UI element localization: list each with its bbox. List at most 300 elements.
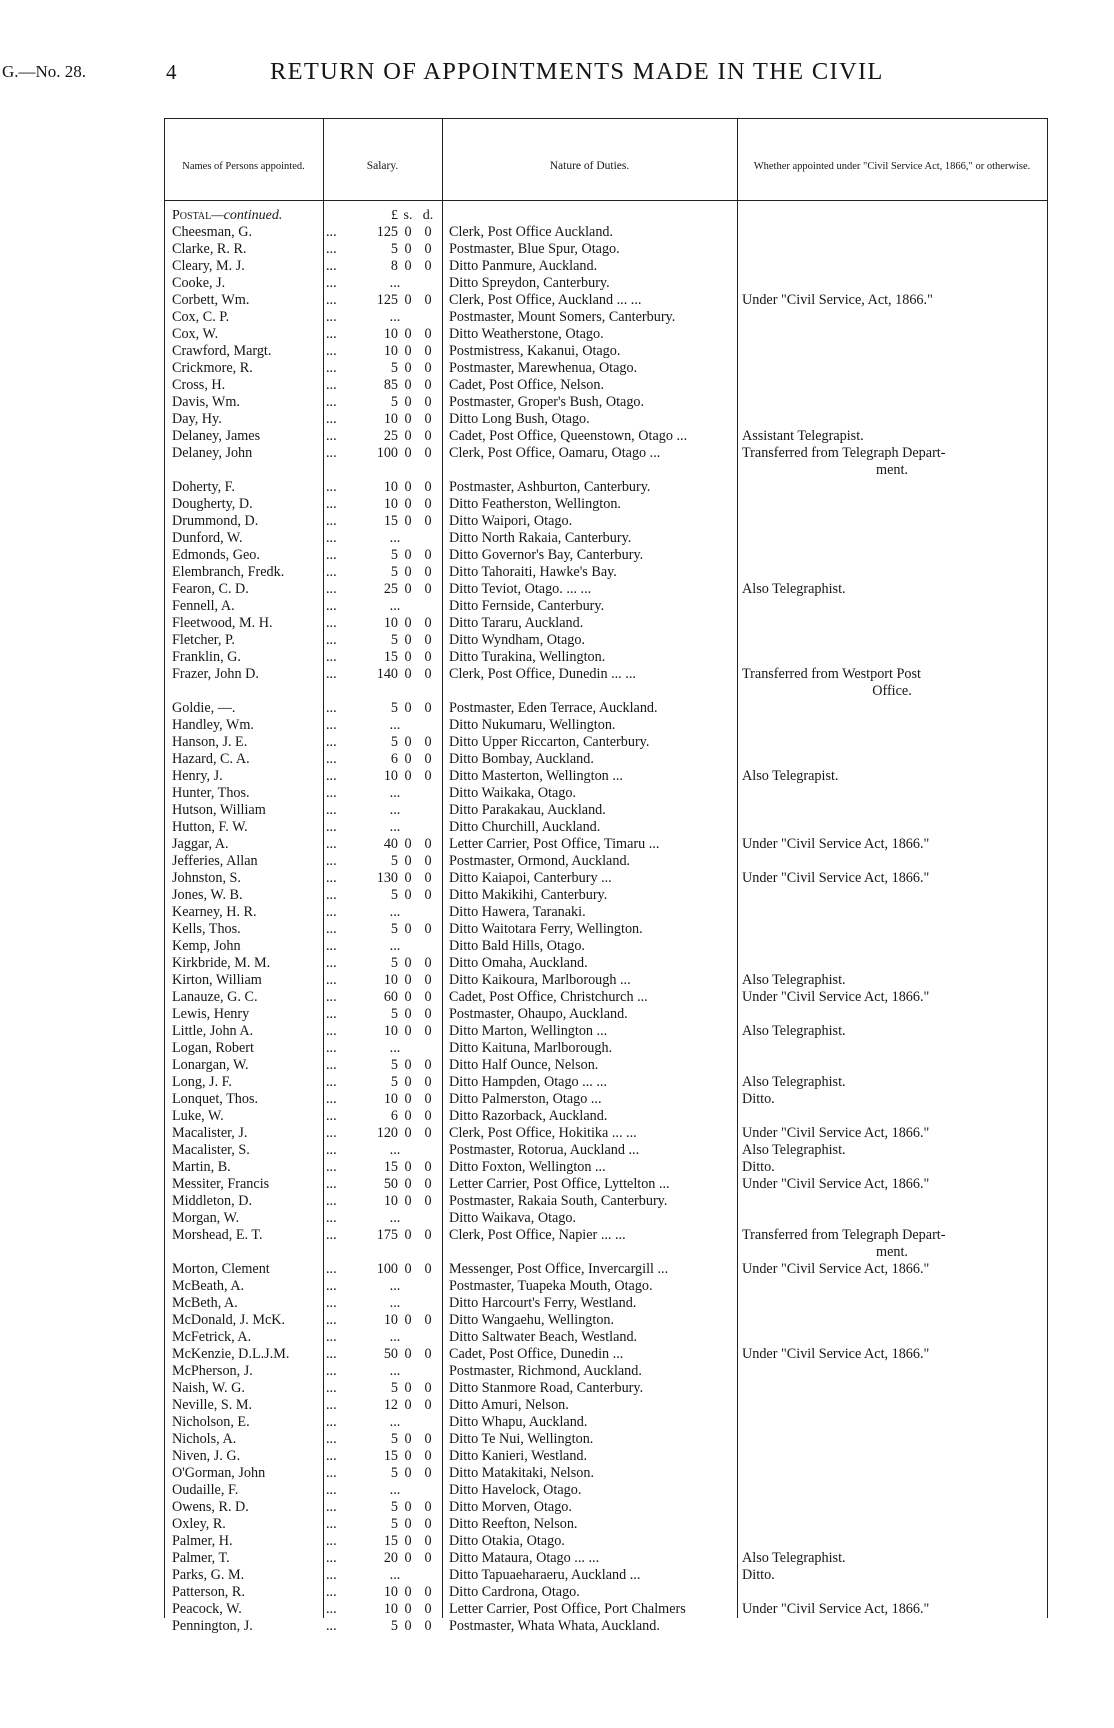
salary-pence: 0 [424, 1108, 432, 1124]
salary-shillings: 0 [404, 768, 412, 784]
salary-pence: 0 [424, 836, 432, 852]
appointment-remarks [742, 1176, 1042, 1193]
appointment-remarks [742, 1091, 1042, 1108]
nature-of-duties: Ditto Turakina, Wellington. [449, 649, 606, 665]
leader-dots: ... [326, 819, 337, 835]
column-header-names: Names of Persons appointed. [182, 160, 305, 172]
person-name: Morshead, E. T. [172, 1227, 263, 1243]
person-name: Long, J. F. [172, 1074, 232, 1090]
salary-shillings: 0 [404, 1584, 412, 1600]
table-row [164, 1312, 1048, 1329]
leader-dots: ... [326, 836, 337, 852]
salary-pence: 0 [424, 581, 432, 597]
remarks-line: Also Telegraphist. [742, 1074, 846, 1090]
salary-pounds: 10 [383, 1584, 398, 1600]
section-name: Postal [172, 208, 212, 223]
table-row [164, 326, 1048, 343]
nature-of-duties: Ditto Long Bush, Otago. [449, 411, 590, 427]
leader-dots: ... [326, 479, 337, 495]
appointment-remarks [742, 428, 1042, 445]
nature-of-duties: Ditto Razorback, Auckland. [449, 1108, 608, 1124]
salary-shillings: 0 [404, 666, 412, 682]
leader-dots: ... [326, 853, 337, 869]
leader-dots: ... [326, 1040, 337, 1056]
leader-dots: ... [326, 1023, 337, 1039]
nature-of-duties: Ditto North Rakaia, Canterbury. [449, 530, 632, 546]
nature-of-duties: Ditto Nukumaru, Wellington. [449, 717, 616, 733]
salary-pence: 0 [424, 564, 432, 580]
salary-pounds: 10 [383, 1023, 398, 1039]
salary-blank: ... [389, 1414, 401, 1430]
table-row [164, 1125, 1048, 1142]
salary-pounds: 5 [390, 1431, 398, 1447]
appointment-remarks [742, 1567, 1042, 1584]
nature-of-duties: Ditto Makikihi, Canterbury. [449, 887, 608, 903]
person-name: Oxley, R. [172, 1516, 226, 1532]
table-row [164, 1380, 1048, 1397]
salary-pence: 0 [424, 1091, 432, 1107]
salary-pounds: 50 [383, 1346, 398, 1362]
person-name: Goldie, —. [172, 700, 236, 716]
salary-pence: 0 [424, 1465, 432, 1481]
leader-dots: ... [326, 921, 337, 937]
leader-dots: ... [326, 734, 337, 750]
nature-of-duties: Messenger, Post Office, Invercargill ... [449, 1261, 669, 1277]
remarks-line: Under "Civil Service Act, 1866." [742, 1125, 930, 1141]
salary-pounds: 5 [390, 1006, 398, 1022]
leader-dots: ... [326, 802, 337, 818]
salary-pounds: 5 [390, 1465, 398, 1481]
person-name: Cooke, J. [172, 275, 226, 291]
person-name: Middleton, D. [172, 1193, 252, 1209]
person-name: Cox, W. [172, 326, 219, 342]
table-row [164, 955, 1048, 972]
shillings-symbol: s. [403, 208, 413, 223]
appointment-remarks [742, 445, 1042, 479]
person-name: McKenzie, D.L.J.M. [172, 1346, 290, 1362]
leader-dots: ... [326, 1363, 337, 1379]
table-row [164, 1040, 1048, 1057]
leader-dots: ... [326, 955, 337, 971]
person-name: Lewis, Henry [172, 1006, 250, 1022]
nature-of-duties: Ditto Havelock, Otago. [449, 1482, 582, 1498]
table-row [164, 1193, 1048, 1210]
appointment-remarks [742, 1261, 1042, 1278]
salary-shillings: 0 [404, 853, 412, 869]
salary-pounds: 5 [390, 360, 398, 376]
salary-pounds: 125 [376, 224, 398, 240]
salary-blank: ... [389, 1482, 401, 1498]
nature-of-duties: Cadet, Post Office, Queenstown, Otago ... [449, 428, 688, 444]
salary-pounds: 10 [383, 343, 398, 359]
nature-of-duties: Postmaster, Ohaupo, Auckland. [449, 1006, 628, 1022]
nature-of-duties: Letter Carrier, Post Office, Timaru ... [449, 836, 660, 852]
nature-of-duties: Postmistress, Kakanui, Otago. [449, 343, 621, 359]
leader-dots: ... [326, 1448, 337, 1464]
remarks-line: Under "Civil Service Act, 1866." [742, 836, 930, 852]
leader-dots: ... [326, 1601, 337, 1617]
salary-pounds: 5 [390, 394, 398, 410]
table-row [164, 530, 1048, 547]
salary-shillings: 0 [404, 1006, 412, 1022]
leader-dots: ... [326, 1159, 337, 1175]
table-row [164, 564, 1048, 581]
table-row [164, 1601, 1048, 1618]
person-name: Fletcher, P. [172, 632, 235, 648]
page-title: RETURN OF APPOINTMENTS MADE IN THE CIVIL [270, 58, 884, 85]
salary-shillings: 0 [404, 547, 412, 563]
salary-pounds: 10 [383, 479, 398, 495]
salary-shillings: 0 [404, 955, 412, 971]
appointment-remarks [742, 1550, 1042, 1567]
salary-pence: 0 [424, 751, 432, 767]
salary-pounds: 5 [390, 1516, 398, 1532]
nature-of-duties: Ditto Hawera, Taranaki. [449, 904, 586, 920]
document-reference: G.—No. 28. [2, 62, 87, 81]
remarks-line: Transferred from Westport Post [742, 666, 921, 682]
person-name: Hutson, William [172, 802, 266, 818]
person-name: McBeth, A. [172, 1295, 238, 1311]
person-name: Kirkbride, M. M. [172, 955, 271, 971]
leader-dots: ... [326, 1329, 337, 1345]
remarks-line: Ditto. [742, 1091, 775, 1107]
salary-shillings: 0 [404, 479, 412, 495]
salary-pence: 0 [424, 1159, 432, 1175]
salary-shillings: 0 [404, 1516, 412, 1532]
person-name: Parks, G. M. [172, 1567, 245, 1583]
salary-shillings: 0 [404, 428, 412, 444]
nature-of-duties: Ditto Whapu, Auckland. [449, 1414, 588, 1430]
salary-shillings: 0 [404, 496, 412, 512]
nature-of-duties: Ditto Panmure, Auckland. [449, 258, 598, 274]
salary-pounds: 100 [376, 445, 398, 461]
salary-pounds: 5 [390, 853, 398, 869]
table-row [164, 802, 1048, 819]
salary-pence: 0 [424, 1499, 432, 1515]
leader-dots: ... [326, 1193, 337, 1209]
salary-pounds: 5 [390, 921, 398, 937]
table-row [164, 360, 1048, 377]
salary-pounds: 5 [390, 1499, 398, 1515]
person-name: Logan, Robert [172, 1040, 254, 1056]
column-header-duties: Nature of Duties. [549, 159, 630, 172]
salary-shillings: 0 [404, 564, 412, 580]
salary-pence: 0 [424, 1380, 432, 1396]
salary-pence: 0 [424, 921, 432, 937]
salary-shillings: 0 [404, 1091, 412, 1107]
table-row [164, 615, 1048, 632]
salary-shillings: 0 [404, 1057, 412, 1073]
nature-of-duties: Ditto Te Nui, Wellington. [449, 1431, 594, 1447]
appointment-remarks [742, 768, 1042, 785]
salary-pounds: 8 [390, 258, 398, 274]
nature-of-duties: Cadet, Post Office, Nelson. [449, 377, 604, 393]
table-row [164, 275, 1048, 292]
nature-of-duties: Ditto Foxton, Wellington ... [449, 1159, 606, 1175]
table-row [164, 598, 1048, 615]
salary-shillings: 0 [404, 870, 412, 886]
table-row [164, 428, 1048, 445]
nature-of-duties: Ditto Mataura, Otago ... ... [449, 1550, 600, 1566]
nature-of-duties: Clerk, Post Office, Auckland ... ... [449, 292, 642, 308]
remarks-continuation: Office. [872, 683, 912, 699]
salary-blank: ... [389, 1142, 401, 1158]
person-name: Henry, J. [172, 768, 223, 784]
table-row [164, 394, 1048, 411]
salary-pence: 0 [424, 241, 432, 257]
person-name: Nicholson, E. [172, 1414, 250, 1430]
leader-dots: ... [326, 870, 337, 886]
nature-of-duties: Postmaster, Rakaia South, Canterbury. [449, 1193, 668, 1209]
salary-shillings: 0 [404, 513, 412, 529]
salary-pence: 0 [424, 955, 432, 971]
page-header [0, 58, 1114, 88]
person-name: Dunford, W. [172, 530, 243, 546]
leader-dots: ... [326, 258, 337, 274]
table-row [164, 700, 1048, 717]
person-name: Naish, W. G. [172, 1380, 245, 1396]
person-name: Palmer, H. [172, 1533, 233, 1549]
table-row [164, 1567, 1048, 1584]
salary-blank: ... [389, 530, 401, 546]
salary-pence: 0 [424, 360, 432, 376]
nature-of-duties: Ditto Matakitaki, Nelson. [449, 1465, 595, 1481]
salary-pence: 0 [424, 1074, 432, 1090]
salary-pence: 0 [424, 768, 432, 784]
person-name: Fleetwood, M. H. [172, 615, 273, 631]
nature-of-duties: Postmaster, Eden Terrace, Auckland. [449, 700, 658, 716]
remarks-line: Also Telegraphist. [742, 1550, 846, 1566]
table-row [164, 1448, 1048, 1465]
salary-pence: 0 [424, 1533, 432, 1549]
nature-of-duties: Letter Carrier, Post Office, Lyttelton ... [449, 1176, 670, 1192]
salary-shillings: 0 [404, 1023, 412, 1039]
appointment-remarks [742, 1159, 1042, 1176]
table-row [164, 1074, 1048, 1091]
person-name: Martin, B. [172, 1159, 231, 1175]
salary-pounds: 25 [383, 428, 398, 444]
leader-dots: ... [326, 564, 337, 580]
salary-pence: 0 [424, 326, 432, 342]
salary-pounds: 10 [383, 1601, 398, 1617]
leader-dots: ... [326, 275, 337, 291]
table-row [164, 1159, 1048, 1176]
leader-dots: ... [326, 700, 337, 716]
nature-of-duties: Clerk, Post Office, Oamaru, Otago ... [449, 445, 661, 461]
salary-pounds: 5 [390, 632, 398, 648]
table-row [164, 1006, 1048, 1023]
salary-pounds: 15 [383, 1533, 398, 1549]
table-row [164, 649, 1048, 666]
nature-of-duties: Ditto Reefton, Nelson. [449, 1516, 578, 1532]
salary-pence: 0 [424, 887, 432, 903]
person-name: Drummond, D. [172, 513, 259, 529]
salary-blank: ... [389, 938, 401, 954]
salary-shillings: 0 [404, 1261, 412, 1277]
table-row [164, 632, 1048, 649]
table-row [164, 1346, 1048, 1363]
salary-shillings: 0 [404, 394, 412, 410]
salary-shillings: 0 [404, 921, 412, 937]
person-name: Messiter, Francis [172, 1176, 270, 1192]
salary-blank: ... [389, 275, 401, 291]
table-row [164, 938, 1048, 955]
table-row [164, 785, 1048, 802]
salary-shillings: 0 [404, 615, 412, 631]
salary-pounds: 100 [376, 1261, 398, 1277]
remarks-line: Under "Civil Service Act, 1866." [742, 870, 930, 886]
table-row [164, 1108, 1048, 1125]
salary-blank: ... [389, 785, 401, 801]
leader-dots: ... [326, 1550, 337, 1566]
leader-dots: ... [326, 598, 337, 614]
salary-pence: 0 [424, 649, 432, 665]
remarks-line: Also Telegraphist. [742, 1023, 846, 1039]
leader-dots: ... [326, 1227, 337, 1243]
table-row [164, 479, 1048, 496]
salary-shillings: 0 [404, 1550, 412, 1566]
table-row [164, 1210, 1048, 1227]
person-name: Owens, R. D. [172, 1499, 249, 1515]
table-row [164, 1176, 1048, 1193]
leader-dots: ... [326, 1295, 337, 1311]
salary-pence: 0 [424, 224, 432, 240]
table-row [164, 309, 1048, 326]
leader-dots: ... [326, 1176, 337, 1192]
salary-pence: 0 [424, 1312, 432, 1328]
leader-dots: ... [326, 1414, 337, 1430]
nature-of-duties: Ditto Waikava, Otago. [449, 1210, 577, 1226]
nature-of-duties: Ditto Governor's Bay, Canterbury. [449, 547, 644, 563]
person-name: Cox, C. P. [172, 309, 230, 325]
salary-pounds: 25 [383, 581, 398, 597]
salary-pence: 0 [424, 1346, 432, 1362]
table-row [164, 258, 1048, 275]
table-row [164, 717, 1048, 734]
nature-of-duties: Ditto Wyndham, Otago. [449, 632, 586, 648]
table-row [164, 1023, 1048, 1040]
salary-pounds: 50 [383, 1176, 398, 1192]
table-row [164, 1363, 1048, 1380]
leader-dots: ... [326, 632, 337, 648]
nature-of-duties: Ditto Upper Riccarton, Canterbury. [449, 734, 650, 750]
salary-pounds: 10 [383, 768, 398, 784]
person-name: Lonquet, Thos. [172, 1091, 259, 1107]
leader-dots: ... [326, 666, 337, 682]
salary-blank: ... [389, 717, 401, 733]
nature-of-duties: Ditto Kaituna, Marlborough. [449, 1040, 613, 1056]
table-row [164, 904, 1048, 921]
person-name: Fennell, A. [172, 598, 235, 614]
leader-dots: ... [326, 530, 337, 546]
salary-blank: ... [389, 598, 401, 614]
person-name: Clarke, R. R. [172, 241, 247, 257]
nature-of-duties: Ditto Otakia, Otago. [449, 1533, 565, 1549]
salary-pence: 0 [424, 615, 432, 631]
salary-pence: 0 [424, 1516, 432, 1532]
leader-dots: ... [326, 445, 337, 461]
nature-of-duties: Ditto Tapuaeharaeru, Auckland ... [449, 1567, 641, 1583]
leader-dots: ... [326, 1108, 337, 1124]
nature-of-duties: Postmaster, Rotorua, Auckland ... [449, 1142, 640, 1158]
leader-dots: ... [326, 360, 337, 376]
nature-of-duties: Clerk, Post Office Auckland. [449, 224, 614, 240]
salary-pence: 0 [424, 700, 432, 716]
salary-pence: 0 [424, 989, 432, 1005]
person-name: Jaggar, A. [172, 836, 229, 852]
leader-dots: ... [326, 785, 337, 801]
person-name: Kearney, H. R. [172, 904, 257, 920]
person-name: Franklin, G. [172, 649, 241, 665]
salary-pounds: 10 [383, 972, 398, 988]
nature-of-duties: Ditto Amuri, Nelson. [449, 1397, 569, 1413]
nature-of-duties: Cadet, Post Office, Dunedin ... [449, 1346, 624, 1362]
person-name: McFetrick, A. [172, 1329, 252, 1345]
page-number: 4 [166, 60, 177, 84]
table-row [164, 887, 1048, 904]
salary-blank: ... [389, 1295, 401, 1311]
salary-shillings: 0 [404, 1312, 412, 1328]
leader-dots: ... [326, 887, 337, 903]
remarks-line: Ditto. [742, 1159, 775, 1175]
salary-shillings: 0 [404, 343, 412, 359]
remarks-line: Under "Civil Service Act, 1866." [742, 1176, 930, 1192]
salary-pence: 0 [424, 377, 432, 393]
salary-pence: 0 [424, 1176, 432, 1192]
person-name: Macalister, J. [172, 1125, 248, 1141]
leader-dots: ... [326, 1125, 337, 1141]
nature-of-duties: Postmaster, Mount Somers, Canterbury. [449, 309, 676, 325]
table-row [164, 224, 1048, 241]
salary-pence: 0 [424, 1431, 432, 1447]
section-suffix: —continued. [211, 208, 283, 223]
table-row [164, 1295, 1048, 1312]
table-row [164, 853, 1048, 870]
leader-dots: ... [326, 1380, 337, 1396]
salary-shillings: 0 [404, 411, 412, 427]
salary-pounds: 10 [383, 496, 398, 512]
person-name: Elembranch, Fredk. [172, 564, 285, 580]
table-body [164, 224, 1048, 1635]
header-rule [164, 200, 1048, 201]
appointment-remarks [742, 1601, 1042, 1618]
leader-dots: ... [326, 377, 337, 393]
table-row [164, 1414, 1048, 1431]
person-name: Niven, J. G. [172, 1448, 241, 1464]
salary-pounds: 10 [383, 1193, 398, 1209]
table-row [164, 1482, 1048, 1499]
table-row [164, 1142, 1048, 1159]
nature-of-duties: Ditto Waikaka, Otago. [449, 785, 577, 801]
nature-of-duties: Postmaster, Groper's Bush, Otago. [449, 394, 645, 410]
salary-shillings: 0 [404, 360, 412, 376]
table-row [164, 581, 1048, 598]
salary-pence: 0 [424, 1006, 432, 1022]
nature-of-duties: Ditto Tahoraiti, Hawke's Bay. [449, 564, 617, 580]
salary-pence: 0 [424, 394, 432, 410]
person-name: Lonargan, W. [172, 1057, 249, 1073]
salary-pounds: 5 [390, 241, 398, 257]
leader-dots: ... [326, 1312, 337, 1328]
table-row [164, 921, 1048, 938]
person-name: Hanson, J. E. [172, 734, 248, 750]
leader-dots: ... [326, 1516, 337, 1532]
person-name: O'Gorman, John [172, 1465, 266, 1481]
leader-dots: ... [326, 343, 337, 359]
nature-of-duties: Letter Carrier, Post Office, Port Chalmers [449, 1601, 686, 1617]
nature-of-duties: Ditto Kanieri, Westland. [449, 1448, 588, 1464]
leader-dots: ... [326, 1584, 337, 1600]
